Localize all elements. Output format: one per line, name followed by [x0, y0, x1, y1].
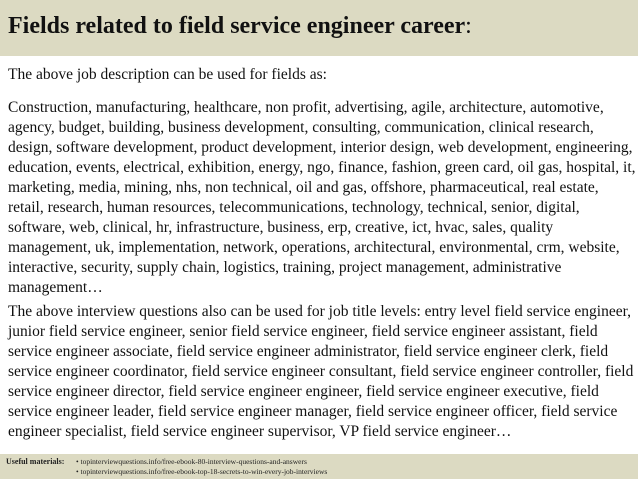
title-colon: :	[465, 13, 472, 39]
intro-text: The above job description can be used for fields as:	[8, 66, 327, 83]
job-levels-paragraph: The above interview questions also can be used for job title levels: entry level field service engineer, junior field service engineer, senior field service engineer, field service engineer assistant, field service engineer associate, field service engineer administrator, field service engineer clerk, field service engineer coordinator, field service engineer consultant, field service engineer controller, field service engineer director, field service engineer engineer, field service engineer executive, field service engineer leader, field service engineer manager, field service engineer officer, field service engineer specialist, field service engineer supervisor, VP field service engineer…	[8, 303, 634, 440]
fields-paragraph: Construction, manufacturing, healthcare, non profit, advertising, agile, architecture, automotive, agency, budget, building, business development, consulting, communication, clinical research, design, software development, product development, interior design, web development, engineering, education, events, electrical, exhibition, energy, ngo, finance, fashion, green card, oil gas, hospital, it, marketing, media, mining, nhs, non technical, oil and gas, offshore, pharmaceutical, real estate, retail, research, human resources, telecommunications, technology, technical, senior, digital, software, web, clinical, hr, infrastructure, business, erp, creative, ict, hvac, sales, quality management, uk, implementation, network, operations, architectural, environmental, crm, website, interactive, security, supply chain, logistics, training, project management, administrative management…	[8, 99, 636, 296]
footer-label: Useful materials:	[6, 457, 65, 466]
footer-link-ebook-18-secrets[interactable]: • topinterviewquestions.info/free-ebook-top-18-secrets-to-win-every-job-interviews	[76, 467, 328, 476]
footer-link-ebook-80-questions[interactable]: • topinterviewquestions.info/free-ebook-80-interview-questions-and-answers	[76, 457, 307, 466]
page-title	[8, 13, 472, 40]
title-text: Fields related to field service engineer career	[8, 13, 466, 39]
footer-bar	[0, 454, 638, 479]
title-bar	[0, 0, 638, 56]
